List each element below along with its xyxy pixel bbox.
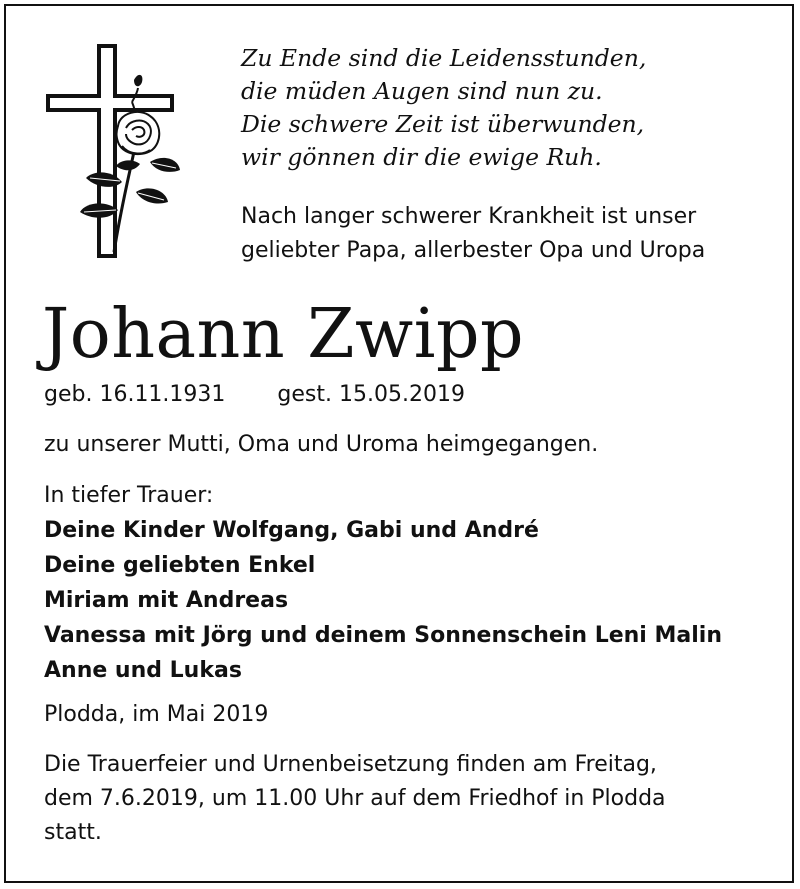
poem	[241, 42, 646, 174]
place-date: Plodda, im Mai 2019	[44, 702, 269, 727]
birth-date: geb. 16.11.1931	[44, 382, 226, 407]
mourner-entry: Vanessa mit Jörg und deinem Sonnenschein Leni Malin	[44, 623, 722, 648]
poem-line: die müden Augen sind nun zu.	[241, 77, 603, 105]
mourner-entry: Deine Kinder Wolfgang, Gabi und André	[44, 518, 539, 543]
intro-line: geliebter Papa, allerbester Opa und Uropa	[241, 238, 706, 263]
mourners-list	[44, 478, 722, 688]
service-line: statt.	[44, 820, 102, 845]
intro-text	[241, 200, 705, 268]
poem-line: wir gönnen dir die ewige Ruh.	[241, 143, 602, 171]
poem-line: Zu Ende sind die Leidensstunden,	[241, 44, 647, 72]
intro-line: Nach langer schwerer Krankheit ist unser	[241, 204, 697, 229]
service-line: dem 7.6.2019, um 11.00 Uhr auf dem Friedhof in Plodda	[44, 786, 666, 811]
cross-with-rose-icon	[44, 42, 184, 262]
deceased-name: Johann Zwipp	[42, 295, 524, 374]
passing-text: zu unserer Mutti, Oma und Uroma heimgegangen.	[44, 432, 599, 457]
poem-line: Die schwere Zeit ist überwunden,	[241, 110, 645, 138]
death-date: gest. 15.05.2019	[277, 382, 465, 407]
mourners-heading: In tiefer Trauer:	[44, 483, 214, 508]
mourner-entry: Deine geliebten Enkel	[44, 553, 316, 578]
mourner-entry: Anne und Lukas	[44, 658, 242, 683]
life-dates	[44, 378, 465, 412]
mourner-entry: Miriam mit Andreas	[44, 588, 289, 613]
service-info	[44, 748, 666, 850]
service-line: Die Trauerfeier und Urnenbeisetzung finden am Freitag,	[44, 752, 657, 777]
